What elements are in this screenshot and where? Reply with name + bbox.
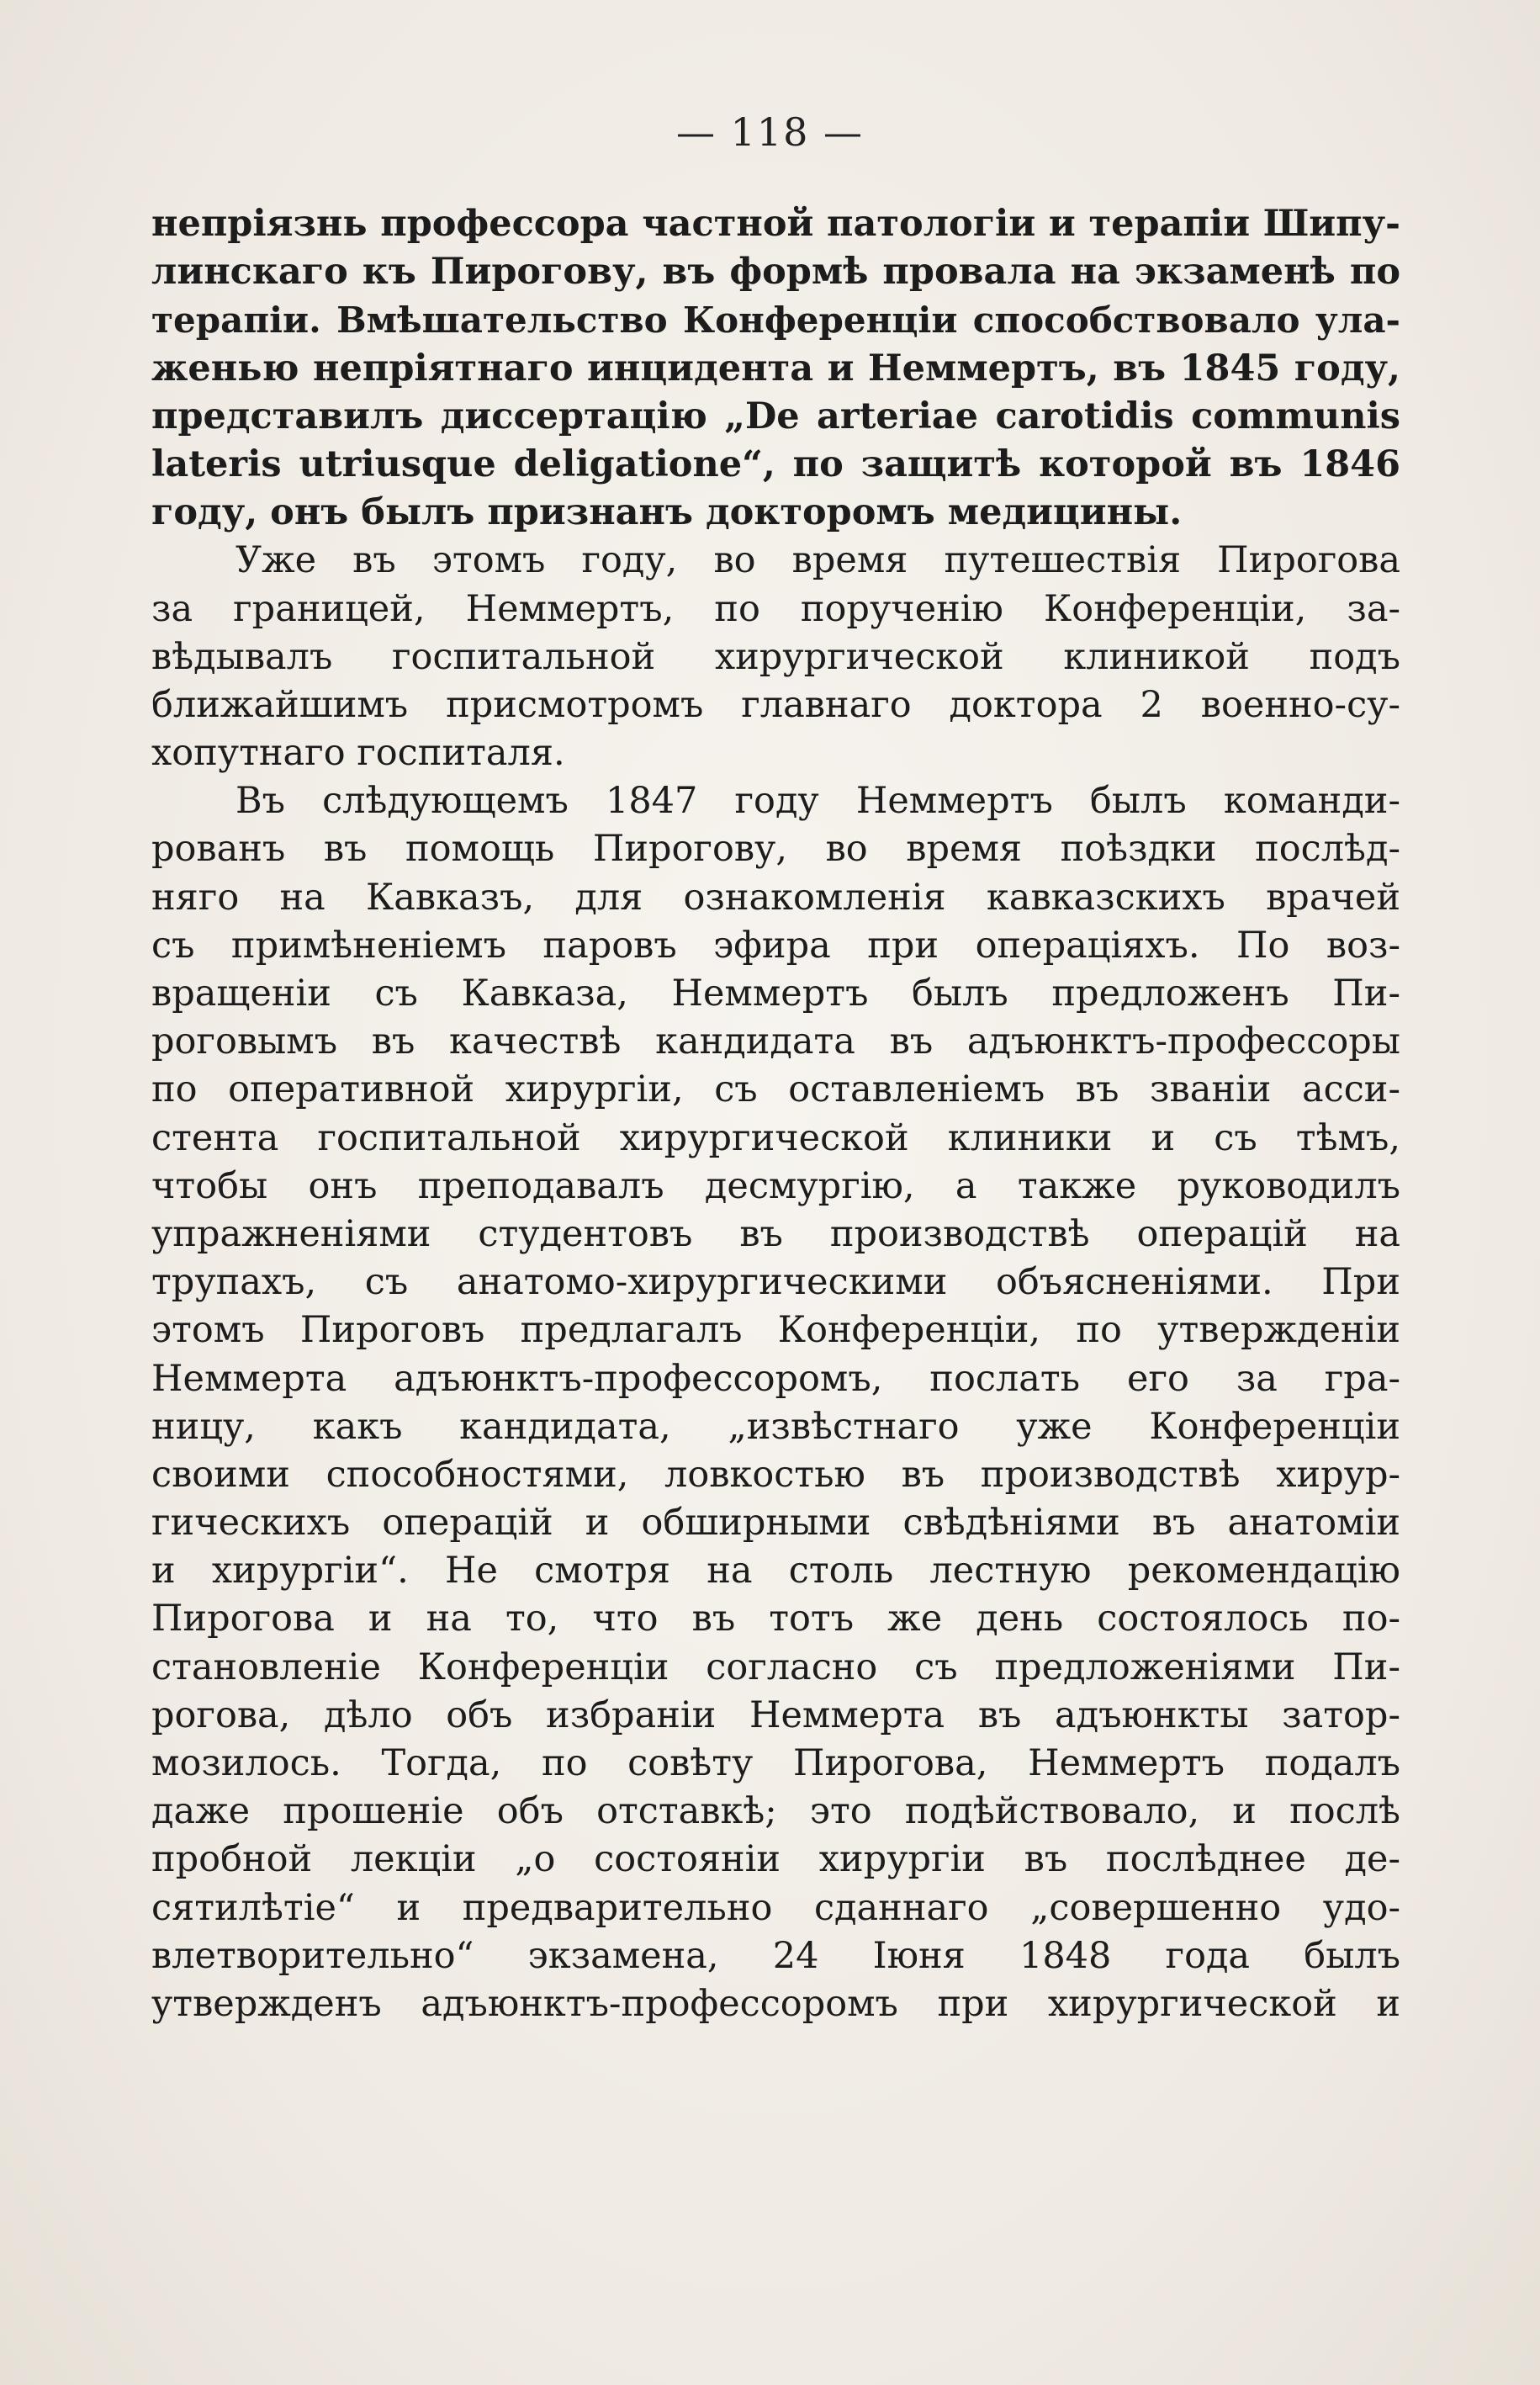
text-line: Неммерта адъюнктъ-профессоромъ, послать его за гра- — [151, 1357, 1400, 1400]
text-line: и хирургіи“. Не смотря на столь лестную рекомендацію — [151, 1550, 1400, 1593]
text-line: чтобы онъ преподавалъ десмургію, а также руководилъ — [151, 1164, 1400, 1207]
text-line: даже прошеніе объ отставкѣ; это подѣйствовало, и послѣ — [151, 1790, 1400, 1833]
text-line: хопутнаго госпиталя. — [151, 732, 565, 775]
text-line: няго на Кавказъ, для ознакомленія кавказскихъ врачей — [151, 876, 1400, 919]
text-line: терапіи. Вмѣшательство Конференціи способствовало ула- — [151, 299, 1400, 342]
text-line: пробной лекціи „о состояніи хирургіи въ послѣднее де- — [151, 1838, 1400, 1881]
text-line: гическихъ операцій и обширными свѣдѣніями въ анатоміи — [151, 1502, 1400, 1545]
text-line: рогова, дѣло объ избраніи Неммерта въ адъюнкты затор- — [151, 1693, 1400, 1736]
text-line: стента госпитальной хирургической клиники и съ тѣмъ, — [151, 1116, 1400, 1159]
text-line: по оперативной хирургіи, съ оставленіемъ въ званіи асси- — [151, 1068, 1400, 1111]
text-line: непріязнь профессора частной патологіи и терапіи Шипу- — [151, 203, 1400, 245]
text-line: ближайшимъ присмотромъ главнаго доктора 2 военно-су- — [151, 683, 1400, 726]
text-line: представилъ диссертацію „De arteriae carotidis communis — [151, 395, 1400, 437]
text-line: утвержденъ адъюнктъ-профессоромъ при хирургической и — [151, 1982, 1400, 2025]
text-line: становленіе Конференціи согласно съ предложеніями Пи- — [151, 1646, 1400, 1688]
text-line: рованъ въ помощь Пирогову, во время поѣздки послѣд- — [151, 828, 1400, 871]
text-line: мозилось. Тогда, по совѣту Пирогова, Неммертъ подалъ — [151, 1742, 1400, 1784]
text-line: Уже въ этомъ году, во время путешествія Пирогова — [235, 539, 1400, 582]
text-line: влетворительно“ экзамена, 24 Іюня 1848 года былъ — [151, 1934, 1400, 1977]
text-line: трупахъ, съ анатомо-хирургическими объясненіями. При — [151, 1261, 1400, 1304]
text-line: сятилѣтіе“ и предварительно сданнаго „совершенно удо- — [151, 1886, 1400, 1929]
text-line: женью непріятнаго инцидента и Неммертъ, въ 1845 году, — [151, 347, 1400, 390]
text-line: роговымъ въ качествѣ кандидата въ адъюнктъ-профессоры — [151, 1020, 1400, 1063]
text-line: вращеніи съ Кавказа, Неммертъ былъ предложенъ Пи- — [151, 973, 1400, 1015]
text-line: съ примѣненіемъ паровъ эфира при операціяхъ. По воз- — [151, 924, 1400, 967]
page-number: — 118 — — [675, 109, 865, 155]
text-line: lateris utriusque deligatione“, по защитѣ которой въ 1846 — [151, 443, 1400, 485]
text-line: своими способностями, ловкостью въ производствѣ хирур- — [151, 1453, 1400, 1496]
text-line: вѣдывалъ госпитальной хирургической клиникой подъ — [151, 635, 1400, 678]
text-line: Въ слѣдующемъ 1847 году Неммертъ былъ команди- — [235, 780, 1400, 823]
text-line: году, онъ былъ признанъ докторомъ медицины. — [151, 491, 1183, 534]
text-line: упражненіями студентовъ въ производствѣ операцій на — [151, 1212, 1400, 1255]
text-line: ницу, какъ кандидата, „извѣстнаго уже Конференціи — [151, 1405, 1400, 1448]
text-line: Пирогова и на то, что въ тотъ же день состоялось по- — [151, 1598, 1400, 1640]
body-text — [151, 200, 1400, 2028]
text-line: линскаго къ Пирогову, въ формѣ провала на экзаменѣ по — [151, 251, 1400, 294]
text-line: за границей, Неммертъ, по порученію Конференціи, за- — [151, 587, 1400, 630]
text-line: этомъ Пироговъ предлагалъ Конференціи, по утвержденіи — [151, 1309, 1400, 1352]
